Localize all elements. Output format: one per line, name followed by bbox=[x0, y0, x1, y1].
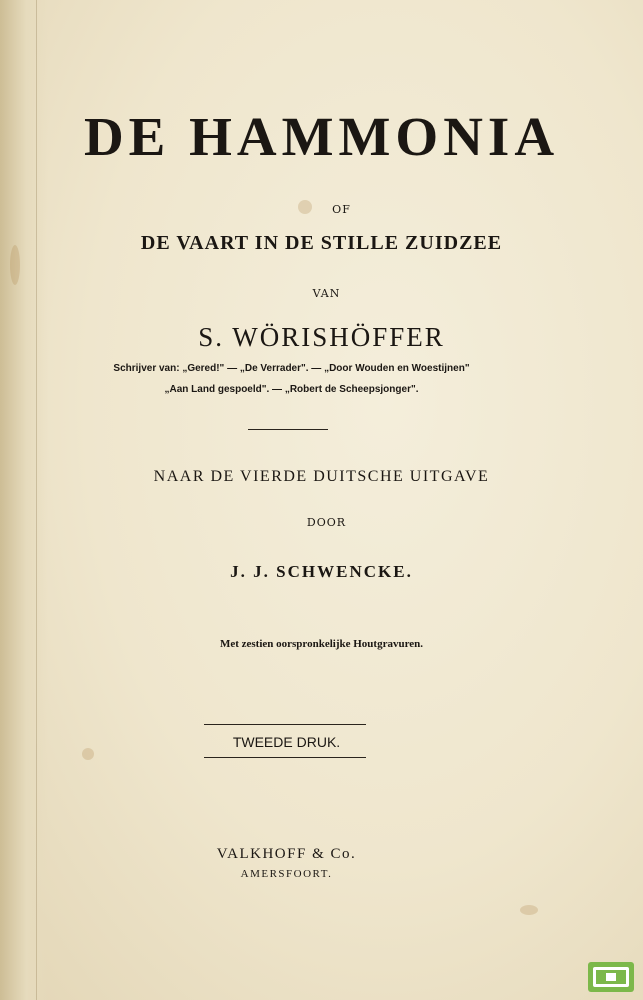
publisher-city: AMERSFOORT. bbox=[240, 868, 333, 880]
foxing-stain bbox=[520, 905, 538, 915]
author-name: S. WÖRISHÖFFER bbox=[198, 322, 445, 352]
translation-note: NAAR DE VIERDE DUITSCHE UITGAVE bbox=[153, 468, 490, 485]
translator-label: DOOR bbox=[306, 516, 347, 529]
book-title: DE HAMMONIA bbox=[83, 106, 560, 167]
book-subtitle: DE VAART IN DE STILLE ZUIDZEE bbox=[140, 232, 503, 254]
edition-label: TWEEDE DRUK. bbox=[232, 734, 341, 750]
other-works-line-1: Schrijver van: „Gered!" — „De Verrader". — „Door Wouden en Woestijnen" bbox=[113, 363, 470, 374]
edition-rule-top bbox=[204, 724, 366, 725]
translator-name: J. J. SCHWENCKE. bbox=[230, 562, 413, 581]
edition-rule-bottom bbox=[204, 757, 366, 758]
by-label: VAN bbox=[312, 287, 341, 300]
illustrations-note: Met zestien oorspronkelijke Houtgravuren. bbox=[219, 638, 424, 650]
divider-rule bbox=[248, 429, 328, 430]
conjunction: OF bbox=[332, 203, 351, 216]
lastdodo-logo-icon bbox=[588, 962, 634, 992]
other-works-line-2: „Aan Land gespoeld". — „Robert de Scheepsjonger". bbox=[164, 384, 419, 395]
publisher-name: VALKHOFF & Co. bbox=[216, 846, 357, 862]
